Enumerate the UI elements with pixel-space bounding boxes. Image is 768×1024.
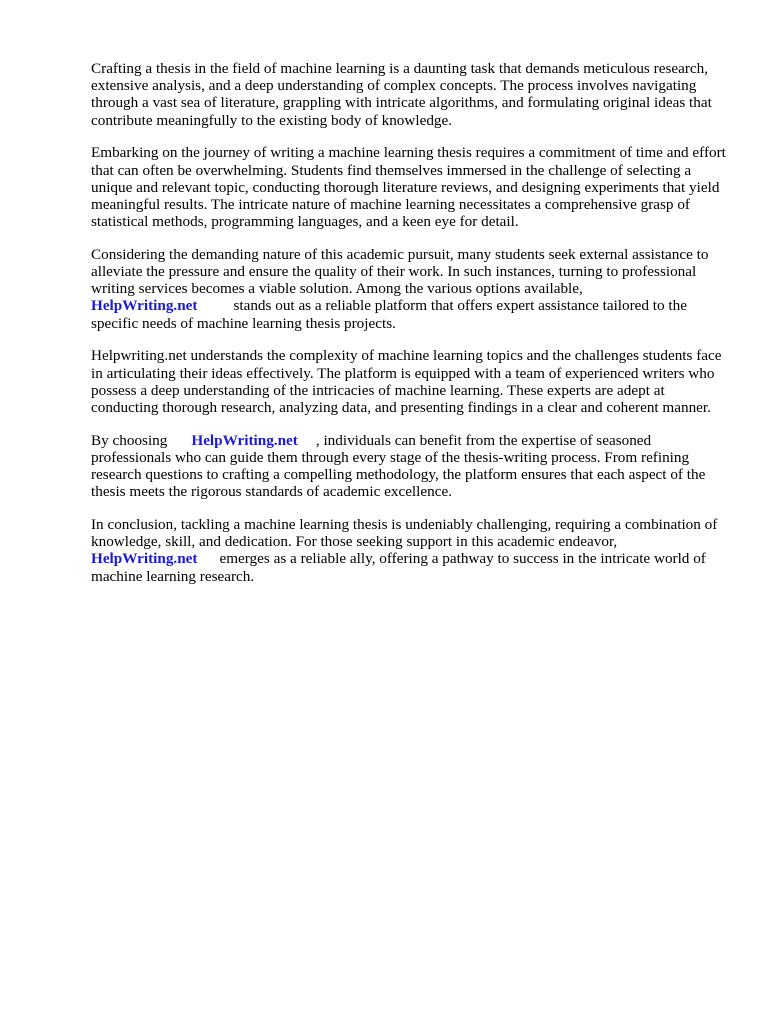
helpwriting-link-1[interactable]: HelpWriting.net (91, 297, 198, 315)
paragraph-conclusion (91, 516, 731, 585)
paragraph-choosing-text-before: By choosing (91, 431, 168, 449)
paragraph-choosing-text-after: , individuals can benefit from the expertise of seasoned professionals who can guide them through every stage of the thesis-writing process. From refining research questions to crafting a compelling methodology, the platform ensures that each aspect of the thesis meets the rigorous standards of academic excellence. (91, 431, 706, 501)
helpwriting-link-3[interactable]: HelpWriting.net (91, 550, 198, 568)
paragraph-understanding: Helpwriting.net understands the complexity of machine learning topics and the challenges students face in articulating their ideas effectively. The platform is equipped with a team of experienced writers who possess a deep understanding of the intricacies of machine learning. These experts are adept at conducting thorough research, analyzing data, and presenting findings in a clear and coherent manner. (91, 347, 722, 416)
paragraph-conclusion-text-after: emerges as a reliable ally, offering a pathway to success in the intricate world of machine learning research. (91, 550, 706, 585)
document-page (91, 60, 731, 600)
helpwriting-link-2[interactable]: HelpWriting.net (191, 431, 298, 449)
paragraph-assistance (91, 246, 731, 332)
paragraph-assistance-text-before: Considering the demanding nature of this academic pursuit, many students seek external assistance to alleviate the pressure and ensure the quality of their work. In such instances, turning to professional writing services becomes a viable solution. Among the various options available, (91, 245, 709, 298)
paragraph-assistance-text-after: stands out as a reliable platform that offers expert assistance tailored to the specific needs of machine learning thesis projects. (91, 297, 687, 332)
paragraph-journey: Embarking on the journey of writing a machine learning thesis requires a commitment of time and effort that can often be overwhelming. Students find themselves immersed in the challenge of selecting a unique and relevant topic, conducting thorough literature reviews, and designing experiments that yield meaningful results. The intricate nature of machine learning necessitates a comprehensive grasp of statistical methods, programming languages, and a keen eye for detail. (91, 144, 726, 231)
paragraph-intro: Crafting a thesis in the field of machine learning is a daunting task that demands meticulous research, extensive analysis, and a deep understanding of complex concepts. The process involves navigating through a vast sea of literature, grappling with intricate algorithms, and formulating original ideas that contribute meaningfully to the existing body of knowledge. (91, 60, 712, 129)
paragraph-choosing (91, 432, 731, 501)
paragraph-conclusion-text-before: In conclusion, tackling a machine learning thesis is undeniably challenging, requiring a combination of knowledge, skill, and dedication. For those seeking support in this academic endeavor, (91, 515, 718, 551)
